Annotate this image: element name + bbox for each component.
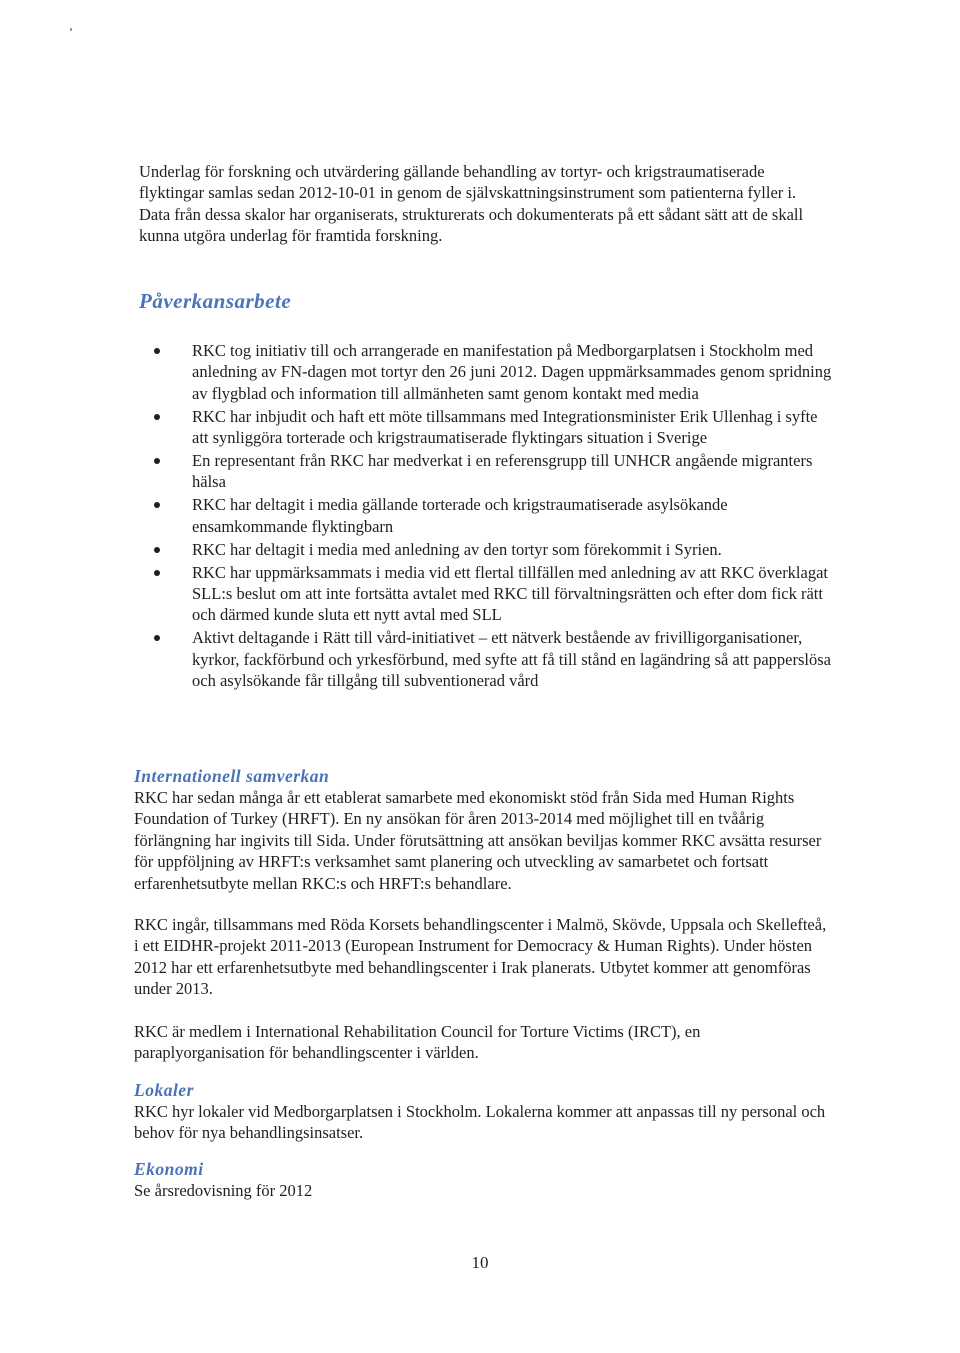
list-item <box>152 494 832 537</box>
list-item <box>152 562 832 626</box>
internationell-paragraph: RKC har sedan många år ett etablerat samarbete med ekonomiskt stöd från Sida med Human Rights Foundation of Turkey (HRFT). En ny ansökan för åren 2013-2014 med möjlighet till en tvåårig förlängning har ingivits till Sida. Under förutsättning att ansökan beviljas kommer RKC avsätta resurser för uppföljning av HRFT:s verksamhet samt planering och utveckling av samarbetet och fortsatt erfarenhetsutbyte mellan RKC:s och HRFT:s behandlare. <box>134 788 822 893</box>
list-item-text: RKC har inbjudit och haft ett möte tillsammans med Integrationsminister Erik Ullenhag i syfte att synliggöra torterade och krigstraumatiserade flyktingars situation i Sverige <box>192 406 818 448</box>
lokaler-paragraph: RKC hyr lokaler vid Medborgarplatsen i Stockholm. Lokalerna kommer att anpassas till ny personal och behov för nya behandlingsinsatser. <box>134 1102 826 1143</box>
section-eidhr <box>134 914 834 1000</box>
heading-ekonomi: Ekonomi <box>134 1159 204 1179</box>
section-internationell <box>134 766 834 894</box>
section-ekonomi <box>134 1159 834 1201</box>
list-item-text: En representant från RKC har medverkat i en referensgrupp till UNHCR angående migranters hälsa <box>192 451 813 492</box>
irct-paragraph: RKC är medlem i International Rehabilitation Council for Torture Victims (IRCT), en paraplyorganisation för behandlingscenter i världen. <box>134 1022 701 1063</box>
section-irct <box>134 1021 834 1064</box>
bullet-icon <box>154 348 160 354</box>
bullet-icon <box>154 547 160 553</box>
scan-speck <box>70 28 72 31</box>
eidhr-paragraph: RKC ingår, tillsammans med Röda Korsets behandlingscenter i Malmö, Skövde, Uppsala och Skellefteå, i ett EIDHR-projekt 2011-2013 (European Instrument for Democracy & Human Rights). Under hösten 2012 har ett erfarenhetsutbyte med behandlingscenter i Irak planerats. Utbytet kommer att genomföras under 2013. <box>134 915 827 999</box>
section-lokaler <box>134 1080 834 1144</box>
list-item <box>152 450 832 493</box>
bullet-icon <box>154 414 160 420</box>
heading-internationell: Internationell samverkan <box>134 766 330 786</box>
intro-paragraph: Underlag för forskning och utvärdering gällande behandling av tortyr- och krigstraumatiserade flyktingar samlas sedan 2012-10-01 in genom de självskattningsinstrument som patienterna fyller i. Data från dessa skalor har organiserats, strukturerats och dokumenterats på ett sådant sätt att de skall kunna utgöra underlag för framtida forskning. <box>139 162 804 246</box>
list-item-text: RKC har deltagit i media gällande torterade och krigstraumatiserade asylsökande ensamkommande flyktingbarn <box>192 495 728 536</box>
list-item-text: RKC har uppmärksammats i media vid ett flertal tillfällen med anledning av att RKC överklagat SLL:s beslut om att inte fortsätta avtalet med RKC till förvaltningsrätten och efter dom fick rätt och därmed kunde sluta ett nytt avtal med SLL <box>192 562 828 625</box>
heading-paverkansarbete: Påverkansarbete <box>139 289 292 313</box>
list-item <box>152 539 832 560</box>
bullet-icon <box>154 635 160 641</box>
list-item <box>152 627 832 691</box>
paverkan-list <box>152 340 832 693</box>
list-item <box>152 406 832 449</box>
list-item <box>152 340 832 404</box>
heading-lokaler: Lokaler <box>134 1080 194 1100</box>
ekonomi-paragraph: Se årsredovisning för 2012 <box>134 1181 313 1200</box>
bullet-icon <box>154 570 160 576</box>
bullet-icon <box>154 458 160 464</box>
list-item-text: Aktivt deltagande i Rätt till vård-initiativet – ett nätverk bestående av frivilligorganisationer, kyrkor, fackförbund och yrkesförbund, med syfte att få till stånd en lagändring så att papperslösa och asylsökande får tillgång till subventionerad vård <box>192 628 831 691</box>
list-item-text: RKC tog initiativ till och arrangerade en manifestation på Medborgarplatsen i Stockholm med anledning av FN-dagen mot tortyr den 26 juni 2012. Dagen uppmärksammades genom spridning av flygblad och information till allmänheten samt genom kontakt med media <box>192 341 832 403</box>
page-number: 10 <box>471 1253 489 1272</box>
bullet-icon <box>154 502 160 508</box>
list-item-text: RKC har deltagit i media med anledning av den tortyr som förekommit i Syrien. <box>192 539 722 559</box>
